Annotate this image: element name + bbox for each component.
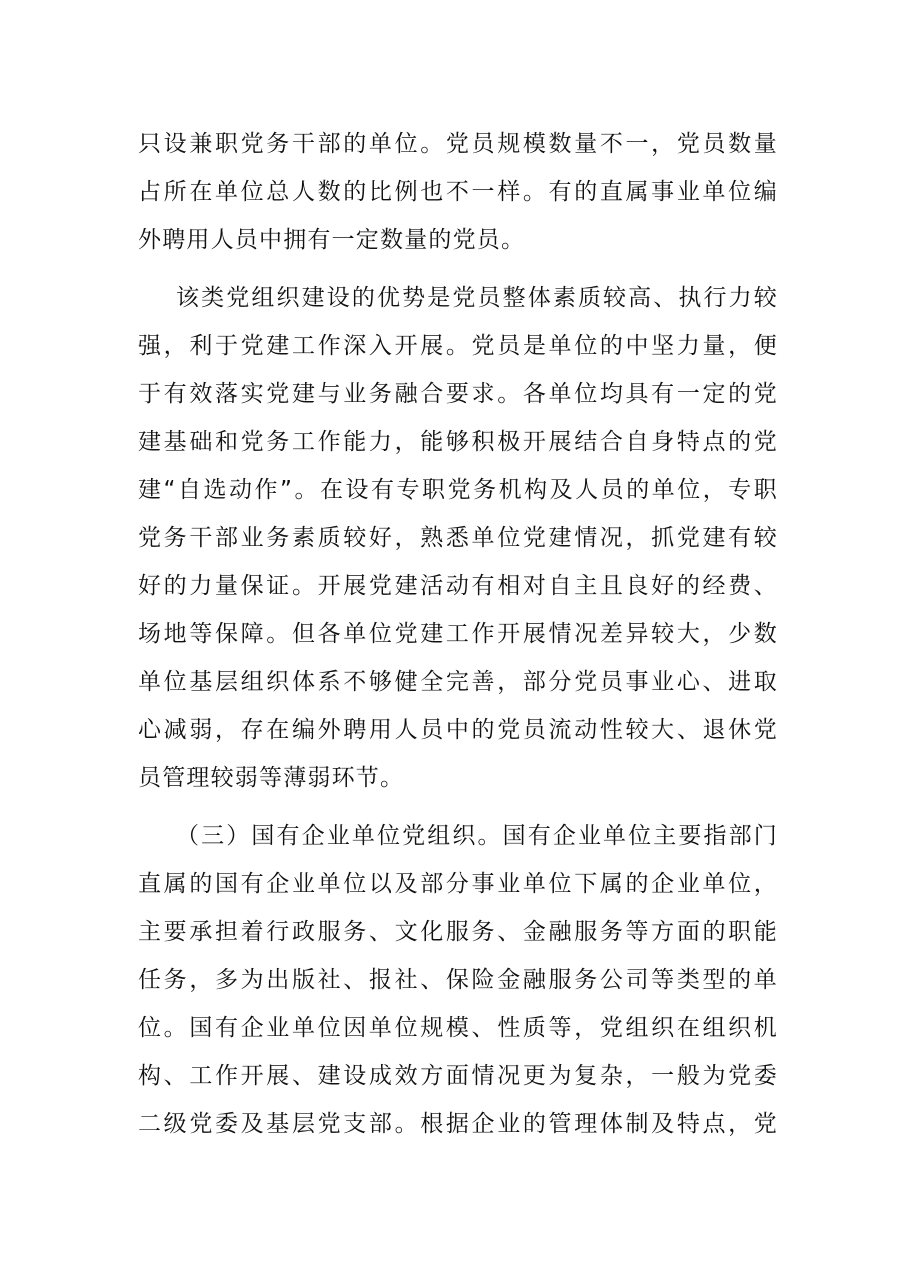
text-line: 位。国有企业单位因单位规模、性质等，党组织在组织机: [138, 1015, 778, 1041]
text-line: 外聘用人员中拥有一定数量的党员。: [138, 227, 526, 253]
text-line: 建基础和党务工作能力，能够积极开展结合自身特点的党: [138, 429, 778, 455]
paragraph-1: [138, 120, 778, 264]
text-line: 心减弱，存在编外聘用人员中的党员流动性较大、退休党: [138, 717, 778, 743]
text-line: 场地等保障。但各单位党建工作开展情况差异较大，少数: [138, 621, 778, 647]
text-line: 员管理较弱等薄弱环节。: [138, 765, 405, 791]
text-line: 主要承担着行政服务、文化服务、金融服务等方面的职能: [138, 919, 778, 945]
text-line: 任务，多为出版社、报社、保险金融服务公司等类型的单: [138, 967, 778, 993]
text-line: 直属的国有企业单位以及部分事业单位下属的企业单位，: [138, 871, 778, 897]
paragraph-3: [138, 812, 778, 1148]
text-line: 占所在单位总人数的比例也不一样。有的直属事业单位编: [138, 179, 778, 205]
text-line: 单位基层组织体系不够健全完善，部分党员事业心、进取: [138, 669, 778, 695]
text-line: 建“自选动作”。在设有专职党务机构及人员的单位，专职: [138, 477, 778, 503]
text-line: 好的力量保证。开展党建活动有相对自主且良好的经费、: [138, 573, 778, 599]
text-line: 构、工作开展、建设成效方面情况更为复杂，一般为党委: [138, 1063, 778, 1089]
paragraph-2: [138, 274, 778, 802]
text-line: （三）国有企业单位党组织。国有企业单位主要指部门: [176, 823, 778, 849]
text-line: 二级党委及基层党支部。根据企业的管理体制及特点，党: [138, 1111, 778, 1137]
text-line: 强，利于党建工作深入开展。党员是单位的中坚力量，便: [138, 333, 778, 359]
text-line: 党务干部业务素质较好，熟悉单位党建情况，抓党建有较: [138, 525, 778, 551]
text-line: 于有效落实党建与业务融合要求。各单位均具有一定的党: [138, 381, 778, 407]
text-line: 只设兼职党务干部的单位。党员规模数量不一，党员数量: [138, 131, 778, 157]
text-line: 该类党组织建设的优势是党员整体素质较高、执行力较: [176, 285, 778, 311]
